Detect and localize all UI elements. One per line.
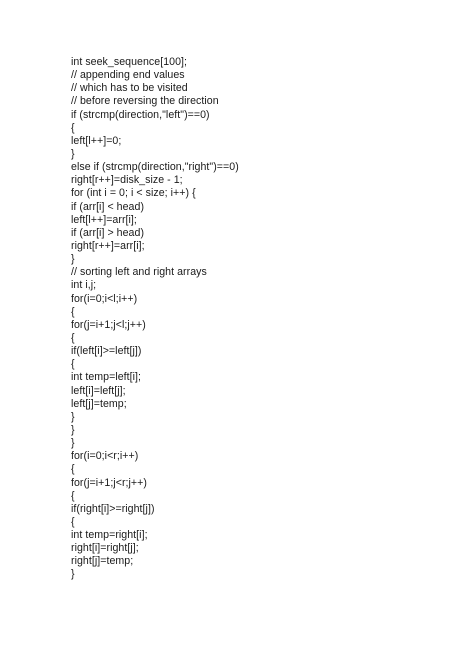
code-line: { (71, 331, 75, 344)
code-line: // appending end values (71, 69, 185, 82)
code-line: { (71, 515, 75, 528)
code-line: } (71, 437, 75, 450)
code-line: right[r++]=disk_size - 1; (71, 174, 183, 187)
code-line: if(left[i]>=left[j]) (71, 345, 142, 358)
code-line: int seek_sequence[100]; (71, 56, 187, 68)
code-line: int temp=left[i]; (71, 371, 142, 384)
code-line: for(j=i+1;j<r;j++) (71, 476, 147, 489)
code-line: for(j=i+1;j<l;j++) (71, 318, 146, 331)
code-line: left[l++]=arr[i]; (71, 213, 137, 226)
code-line: right[j]=temp; (71, 555, 134, 568)
code-line: { (71, 463, 75, 476)
code-line: } (71, 410, 75, 423)
code-line: for(i=0;i<l;i++) (71, 292, 138, 305)
code-line: int i,j; (71, 279, 97, 292)
code-line: // which has to be visited (71, 82, 188, 95)
code-line: for (int i = 0; i < size; i++) { (71, 187, 196, 200)
code-line: } (71, 568, 75, 581)
code-line: left[j]=temp; (71, 397, 127, 410)
code-line: if (strcmp(direction,"left")==0) (71, 108, 210, 121)
code-line: for(i=0;i<r;i++) (71, 450, 139, 463)
code-line: if (arr[i] > head) (71, 226, 145, 239)
code-line: // sorting left and right arrays (71, 266, 207, 279)
code-line: if (arr[i] < head) (71, 200, 145, 213)
code-line: if(right[i]>=right[j]) (71, 502, 155, 515)
code-line: left[i]=left[j]; (71, 384, 126, 397)
code-line: right[r++]=arr[i]; (71, 239, 145, 252)
code-line: } (71, 423, 75, 436)
code-line: int temp=right[i]; (71, 529, 148, 542)
code-line: { (71, 358, 75, 371)
code-line: { (71, 121, 75, 134)
code-line: right[i]=right[j]; (71, 542, 139, 555)
code-line: // before reversing the direction (71, 95, 219, 108)
code-block (71, 56, 239, 582)
code-line: { (71, 489, 75, 502)
code-line: } (71, 147, 75, 160)
code-line: left[l++]=0; (71, 134, 122, 147)
code-line: } (71, 253, 75, 266)
code-line: { (71, 305, 75, 318)
code-line: else if (strcmp(direction,"right")==0) (71, 161, 239, 174)
